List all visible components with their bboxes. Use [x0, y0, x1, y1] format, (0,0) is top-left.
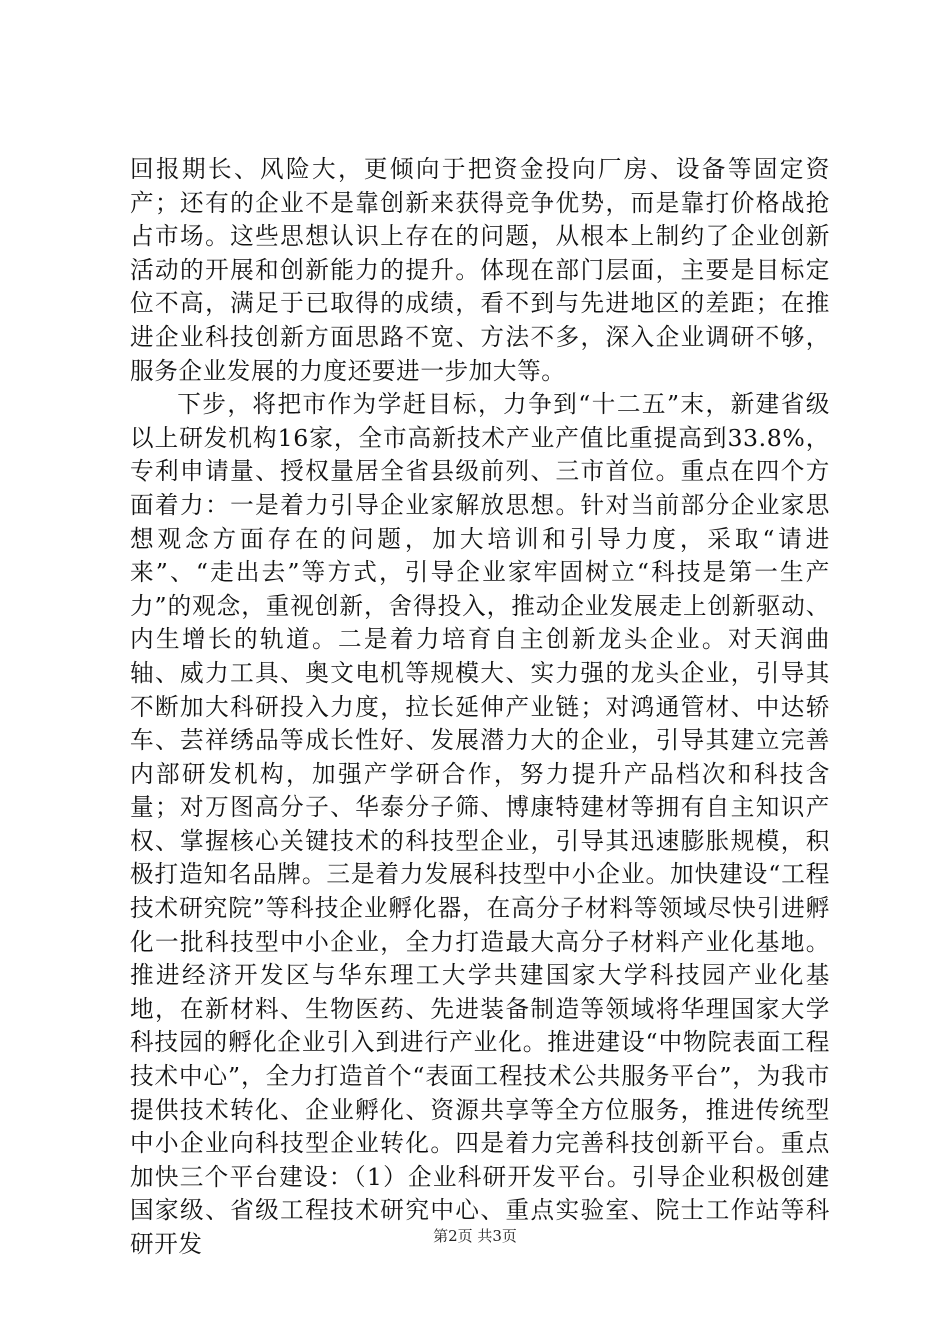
page-footer: 第2页 共3页: [433, 1227, 517, 1245]
paragraph-2: 下步，将把市作为学赶目标，力争到“十二五”末，新建省级以上研发机构16家，全市高新技术产业产值比重提高到33.8%，专利申请量、授权量居全省县级前列、三市首位。重点在四个方面着力：一是着力引导企业家解放思想。针对当前部分企业家思想观念方面存在的问题，加大培训和引导力度，采取“请进来”、“走出去”等方式，引导企业家牢固树立“科技是第一生产力”的观念，重视创新，舍得投入，推动企业发展走上创新驱动、内生增长的轨道。二是着力培育自主创新龙头企业。对天润曲轴、威力工具、奥文电机等规模大、实力强的龙头企业，引导其不断加大科研投入力度，拉长延伸产业链；对鸿通管材、中达轿车、芸祥绣品等成长性好、发展潜力大的企业，引导其建立完善内部研发机构，加强产学研合作，努力提升产品档次和科技含量；对万图高分子、华泰分子筛、博康特建材等拥有自主知识产权、掌握核心关键技术的科技型企业，引导其迅速膨胀规模，积极打造知名品牌。三是着力发展科技型中小企业。加快建设“工程技术研究院”等科技企业孵化器，在高分子材料等领域尽快引进孵化一批科技型中小企业，全力打造最大高分子材料产业化基地。推进经济开发区与华东理工大学共建国家大学科技园产业化基地，在新材料、生物医药、先进装备制造等领域将华理国家大学科技园的孵化企业引入到进行产业化。推进建设“中物院表面工程技术中心”，全力打造首个“表面工程技术公共服务平台”，为我市提供技术转化、企业孵化、资源共享等全方位服务，推进传统型中小企业向科技型企业转化。四是着力完善科技创新平台。重点加快三个平台建设：（1）企业科研开发平台。引导企业积极创建国家级、省级工程技术研究中心、重点实验室、院士工作站等科研开发: [130, 390, 830, 1258]
paragraph-1: 回报期长、风险大，更倾向于把资金投向厂房、设备等固定资产；还有的企业不是靠创新来获得竞争优势，而是靠打价格战抢占市场。这些思想认识上存在的问题，从根本上制约了企业创新活动的开展和创新能力的提升。体现在部门层面，主要是目标定位不高，满足于已取得的成绩，看不到与先进地区的差距；在推进企业科技创新方面思路不宽、方法不多，深入企业调研不够，服务企业发展的力度还要进一步加大等。: [130, 155, 830, 385]
body-text: [130, 153, 830, 1262]
